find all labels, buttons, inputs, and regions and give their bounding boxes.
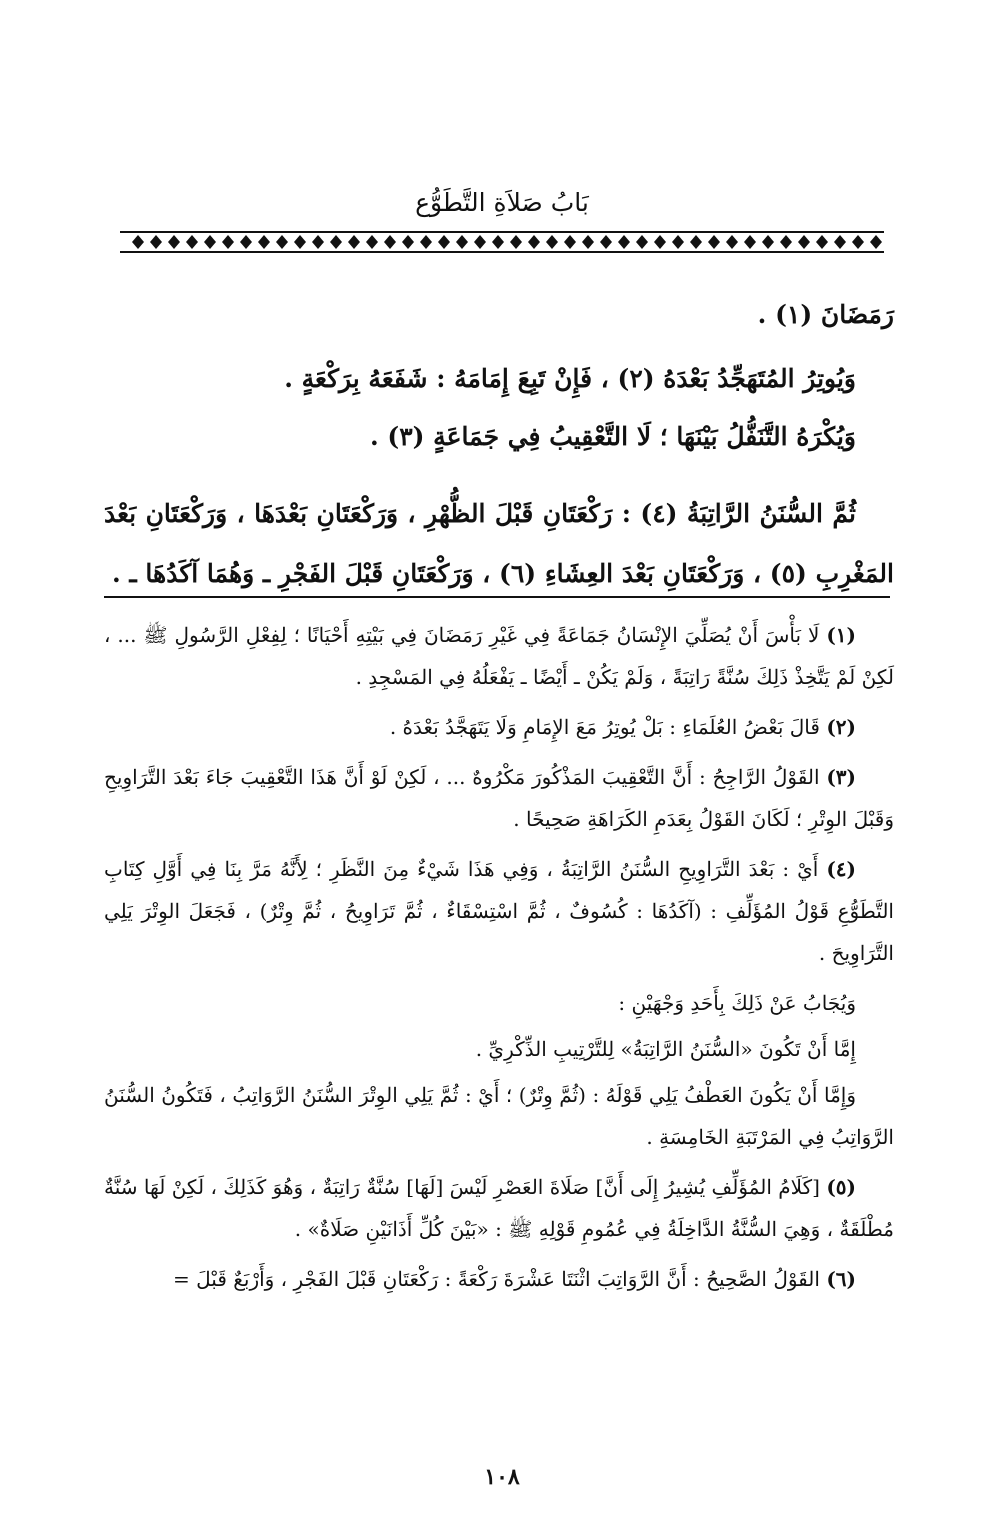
ornament-motif: [654, 235, 666, 249]
ornament-motif: [186, 235, 198, 249]
ornament-motif: [258, 235, 270, 249]
ornament-motif: [852, 235, 864, 249]
main-line-1: رَمَضَانَ (١) .: [757, 300, 894, 329]
ornament-motif: [348, 235, 360, 249]
footnote-number: (١): [826, 623, 857, 647]
ornament-motif: [222, 235, 234, 249]
footnotes: [104, 614, 894, 1308]
ornament-motif: [582, 235, 594, 249]
main-line-2: وَيُوتِرُ المُتَهَجِّدُ بَعْدَهُ (٢) ، فَإِنْ تَبِعَ إِمَامَهُ : شَفَعَهُ بِرَكْعَةٍ .: [284, 364, 856, 393]
ornament-motif: [672, 235, 684, 249]
ornament-motif: [726, 235, 738, 249]
ornament-motif: [492, 235, 504, 249]
ornament-motif: [618, 235, 630, 249]
footnote-text: القَوْلُ الصَّحِيحُ : أَنَّ الرَّوَاتِبَ اثْنَتَا عَشْرَةَ رَكْعَةً : رَكْعَتَانِ قَبْلَ الفَجْرِ ، وَأَرْبَعٌ قَبْلَ =: [173, 1267, 820, 1291]
footnote-6: [104, 1258, 894, 1300]
ornament-motif: [708, 235, 720, 249]
ornament-motif: [204, 235, 216, 249]
ornament-motif: [132, 235, 144, 249]
ornament-motif: [384, 235, 396, 249]
page-number: ١٠٨: [484, 1464, 520, 1490]
ornament-motif: [780, 235, 792, 249]
ornament-motif: [312, 235, 324, 249]
ornament-motif: [690, 235, 702, 249]
footnote-2: [104, 706, 894, 748]
ornament-motif: [798, 235, 810, 249]
ornament-motif: [168, 235, 180, 249]
footnote-5: [104, 1166, 894, 1250]
ornament-motif: [438, 235, 450, 249]
ornament-motif: [546, 235, 558, 249]
ornament-motif: [528, 235, 540, 249]
footnote-text: لَا بَأْسَ أَنْ يُصَلِّيَ الإِنْسَانُ جَمَاعَةً فِي غَيْرِ رَمَضَانَ فِي بَيْتِهِ أَحْيَانًا ؛ لِفِعْلِ الرَّسُولِ ﷺ ... ، لَكِنْ لَمْ يَتَّخِذْ ذَلِكَ سُنَّةً رَاتِبَةً ، وَلَمْ يَكُنْ ـ أَيْضًا ـ يَفْعَلُهُ فِي المَسْجِدِ .: [104, 623, 894, 689]
ornament-motif: [330, 235, 342, 249]
footnote-4: [104, 848, 894, 974]
footnote-number: (٣): [826, 765, 857, 789]
footnote-text: أَيْ : بَعْدَ التَّرَاوِيحِ السُّنَنُ الرَّاتِبَةُ ، وَفِي هَذَا شَيْءٌ مِنَ النَّظَرِ ؛ لِأَنَّهُ مَرَّ بِنَا فِي أَوَّلِ كِتَابِ التَّطَوُّعِ قَوْلُ المُؤَلِّفِ : (آكَدُهَا : كُسُوفٌ ، ثُمَّ اسْتِسْقَاءٌ ، ثُمَّ تَرَاوِيحُ ، ثُمَّ وِتْرٌ) ، فَجَعَلَ الوِتْرَ يَلِي التَّرَاوِيحَ .: [104, 857, 894, 965]
ornament-motif: [420, 235, 432, 249]
footnote-number: (٥): [826, 1175, 856, 1199]
footnote-1: [104, 614, 894, 698]
footnote-4-continuation-3: وَإِمَّا أَنْ يَكُونَ العَطْفُ يَلِي قَوْلَهُ : (ثُمَّ وِتْرٌ) ؛ أَيْ : ثُمَّ يَلِي الوِتْرَ السُّنَنُ الرَّوَاتِبُ ، فَتَكُونُ السُّنَنُ الرَّوَاتِبُ فِي المَرْتَبَةِ الخَامِسَةِ .: [104, 1083, 894, 1149]
ornament-motif: [636, 235, 648, 249]
ornament-motif: [510, 235, 522, 249]
footnote-3: [104, 756, 894, 840]
ornament-motif: [600, 235, 612, 249]
ornament-motif: [402, 235, 414, 249]
main-line-4: ثُمَّ السُّنَنُ الرَّاتِبَةُ (٤) : رَكْعَتَانِ قَبْلَ الظُّهْرِ ، وَرَكْعَتَانِ بَعْدَهَا ، وَرَكْعَتَانِ بَعْدَ المَغْرِبِ (٥) ، وَرَكْعَتَانِ بَعْدَ العِشَاءِ (٦) ، وَرَكْعَتَانِ قَبْلَ الفَجْرِ ـ وَهُمَا آكَدُهَا ـ .: [104, 499, 894, 588]
footnote-text: قَالَ بَعْضُ العُلَمَاءِ : بَلْ يُوتِرُ مَعَ الإِمَامِ وَلَا يَتَهَجَّدُ بَعْدَهُ .: [389, 715, 820, 739]
main-line-3: وَيُكْرَهُ التَّنَفُّلُ بَيْنَهَا ؛ لَا التَّعْقِيبُ فِي جَمَاعَةٍ (٣) .: [369, 422, 856, 451]
ornament-motif: [366, 235, 378, 249]
ornament-motif: [834, 235, 846, 249]
footnote-number: (٤): [826, 857, 857, 881]
ornament-motif: [294, 235, 306, 249]
ornament-motif: [870, 235, 882, 249]
ornament-motif: [816, 235, 828, 249]
footnote-text: القَوْلُ الرَّاجِحُ : أَنَّ التَّعْقِيبَ المَذْكُورَ مَكْرُوهٌ ... ، لَكِنْ لَوْ أَنَّ هَذَا التَّعْقِيبَ جَاءَ بَعْدَ التَّرَاوِيحِ وَقَبْلَ الوِتْرِ ؛ لَكَانَ القَوْلُ بِعَدَمِ الكَرَاهَةِ صَحِيحًا .: [104, 765, 894, 831]
footnote-number: (٦): [826, 1267, 856, 1291]
decorative-border: [120, 228, 884, 256]
ornament-motif: [240, 235, 252, 249]
ornament-motif: [474, 235, 486, 249]
ornament-motif: [276, 235, 288, 249]
ornament-motif: [564, 235, 576, 249]
ornament-motif: [456, 235, 468, 249]
ornament-motif: [744, 235, 756, 249]
chapter-title: بَابُ صَلاَةِ التَّطَوُّع: [415, 188, 589, 217]
footnote-4-continuation-1: وَيُجَابُ عَنْ ذَلِكَ بِأَحَدِ وَجْهَيْنِ :: [618, 991, 856, 1015]
footnote-number: (٢): [826, 715, 856, 739]
footnote-text: [كَلَامُ المُؤَلِّفِ يُشِيرُ إِلَى أَنَّ] صَلَاةَ العَصْرِ لَيْسَ [لَهَا] سُنَّةٌ رَاتِبَةٌ ، وَهُوَ كَذَلِكَ ، لَكِنْ لَهَا سُنَّةٌ مُطْلَقَةٌ ، وَهِيَ السُّنَّةُ الدَّاخِلَةُ فِي عُمُومِ قَوْلِهِ ﷺ : «بَيْنَ كُلِّ أَذَانَيْنِ صَلَاةٌ» .: [104, 1175, 894, 1241]
ornament-motif: [762, 235, 774, 249]
ornament-motif: [150, 235, 162, 249]
footnote-separator: [104, 596, 890, 598]
footnote-4-continuation-2: إِمَّا أَنْ تَكُونَ «السُّنَنُ الرَّاتِبَةُ» لِلتَّرْتِيبِ الذِّكْرِيِّ .: [475, 1037, 856, 1061]
